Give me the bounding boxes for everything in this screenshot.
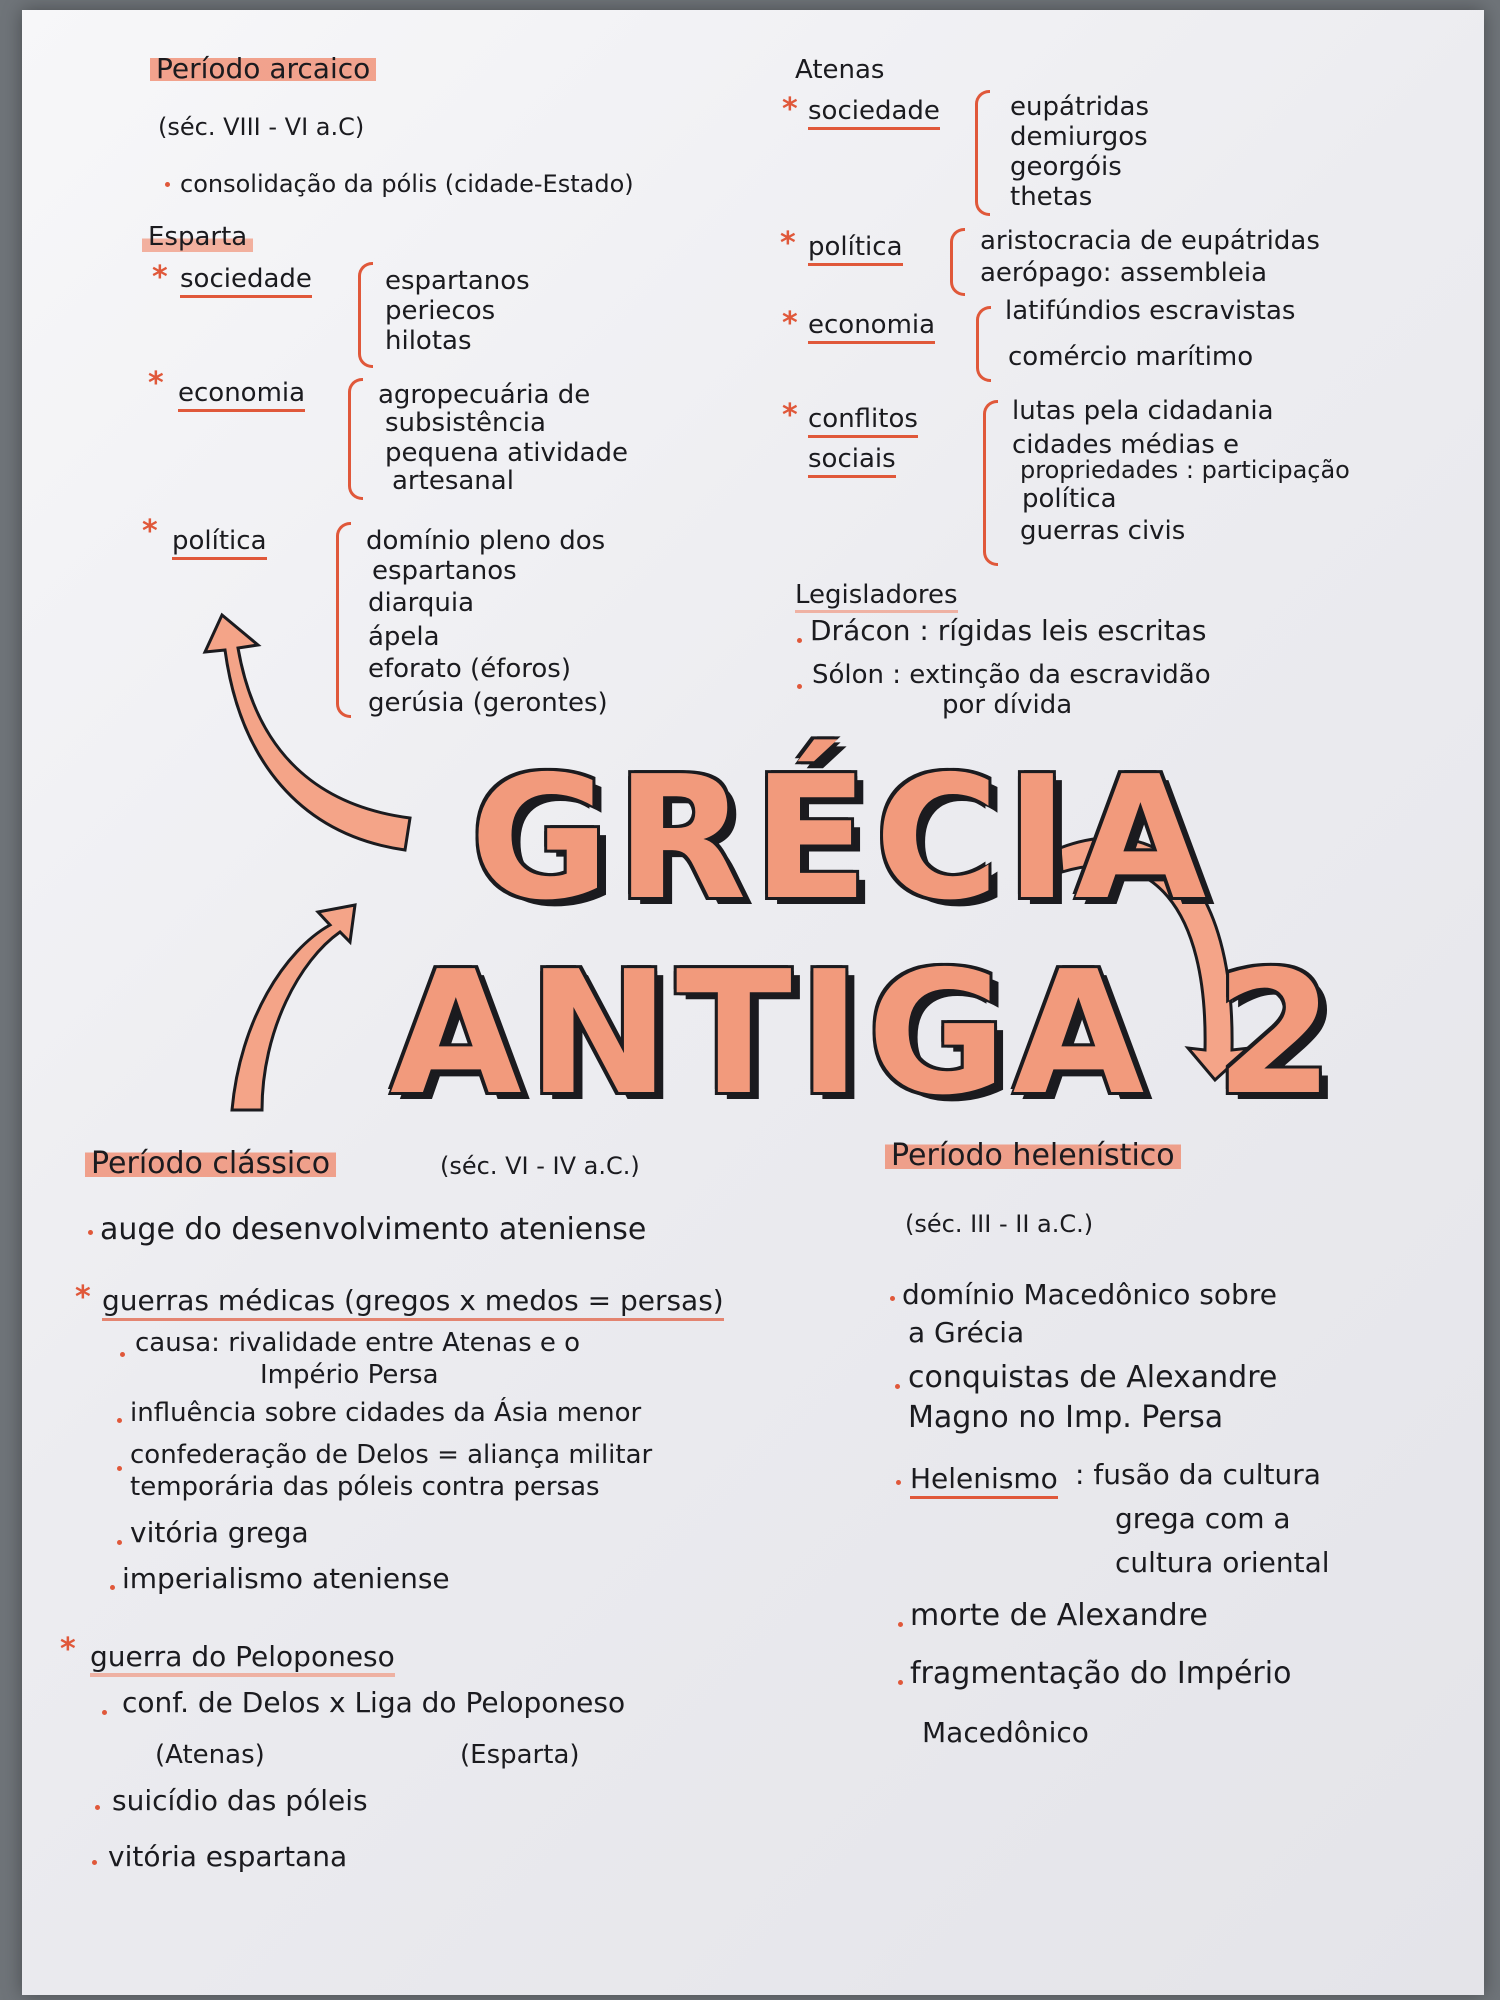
helenistico-line: a Grécia — [908, 1316, 1025, 1349]
classico-line: influência sobre cidades da Ásia menor — [130, 1398, 642, 1428]
legisladores-item: Sólon : extinção da escravidão — [812, 660, 1211, 690]
bullet-dot — [88, 1230, 93, 1235]
esparta-politica-item: gerúsia (gerontes) — [368, 688, 608, 718]
brace-icon — [983, 400, 998, 566]
legisladores-heading: Legisladores — [795, 580, 958, 613]
main-title-line2: ANTIGA 2 — [390, 935, 1340, 1133]
helenistico-line: : fusão da cultura — [1075, 1458, 1321, 1491]
classico-line: causa: rivalidade entre Atenas e o — [135, 1328, 581, 1358]
bullet-dot — [896, 1480, 901, 1485]
bullet-dot — [117, 1466, 122, 1471]
esparta-politica-item: eforato (éforos) — [368, 654, 571, 684]
atenas-conflitos-item: cidades médias e — [1012, 430, 1240, 460]
bullet-dot — [102, 1710, 107, 1715]
bullet-dot — [898, 1680, 903, 1685]
atenas-economia-item: latifúndios escravistas — [1005, 296, 1296, 326]
esparta-sociedade-item: espartanos — [385, 266, 530, 296]
esparta-sociedade-item: hilotas — [385, 326, 472, 356]
arcaico-heading: Período arcaico — [150, 52, 376, 85]
atenas-politica-label: política — [808, 232, 903, 266]
star-icon: * — [75, 1280, 91, 1315]
legisladores-item: por dívida — [942, 690, 1073, 720]
esparta-economia-item: pequena atividade — [385, 438, 629, 468]
brace-icon — [358, 262, 373, 368]
helenistico-line: grega com a — [1115, 1502, 1291, 1535]
bullet-dot — [898, 1622, 903, 1627]
bullet-dot — [797, 684, 802, 689]
atenas-conflitos-label: conflitos — [808, 404, 918, 438]
brace-icon — [976, 306, 991, 382]
star-icon: * — [148, 366, 164, 401]
brace-icon — [336, 522, 351, 718]
helenistico-line: Helenismo — [910, 1462, 1058, 1499]
helenistico-line: domínio Macedônico sobre — [902, 1278, 1277, 1311]
atenas-economia-item: comércio marítimo — [1008, 342, 1254, 372]
bullet-dot — [895, 1384, 900, 1389]
classico-dates: (séc. VI - IV a.C.) — [440, 1152, 640, 1180]
bullet-dot — [120, 1352, 125, 1357]
esparta-heading: Esparta — [142, 222, 253, 252]
classico-line: (Esparta) — [460, 1740, 580, 1770]
classico-line: auge do desenvolvimento ateniense — [100, 1212, 647, 1247]
helenistico-line: cultura oriental — [1115, 1546, 1330, 1579]
star-icon: * — [782, 398, 798, 433]
helenistico-line: Magno no Imp. Persa — [908, 1400, 1224, 1435]
helenistico-line: conquistas de Alexandre — [908, 1360, 1278, 1395]
bullet-dot — [890, 1296, 895, 1301]
helenistico-line: morte de Alexandre — [910, 1598, 1208, 1633]
arcaico-dates: (séc. VIII - VI a.C) — [158, 113, 365, 141]
classico-heading: Período clássico — [85, 1146, 336, 1181]
esparta-politica-item: ápela — [368, 622, 440, 652]
classico-line: imperialismo ateniense — [122, 1562, 450, 1595]
atenas-sociedade-item: georgóis — [1010, 152, 1122, 182]
esparta-economia-label: economia — [178, 378, 305, 412]
esparta-politica-label: política — [172, 526, 267, 560]
classico-line: Império Persa — [260, 1360, 439, 1390]
brace-icon — [950, 228, 965, 296]
esparta-politica-item: domínio pleno dos — [366, 526, 606, 556]
arrow-lower-left — [232, 905, 355, 1110]
esparta-sociedade-item: periecos — [385, 296, 496, 326]
esparta-sociedade-label: sociedade — [180, 264, 312, 298]
atenas-conflitos-item: propriedades : participação — [1020, 456, 1350, 484]
esparta-economia-item: subsistência — [385, 408, 546, 438]
helenistico-heading: Período helenístico — [885, 1138, 1181, 1173]
helenistico-line: Macedônico — [922, 1716, 1089, 1749]
atenas-sociedade-label: sociedade — [808, 96, 940, 130]
star-icon: * — [780, 226, 796, 261]
classico-line: vitória grega — [130, 1516, 309, 1549]
classico-line: (Atenas) — [155, 1740, 265, 1770]
star-icon: * — [782, 92, 798, 127]
esparta-economia-item: agropecuária de — [378, 380, 591, 410]
bullet-dot — [797, 638, 802, 643]
classico-line: vitória espartana — [108, 1840, 348, 1873]
brace-icon — [348, 378, 363, 500]
bullet-dot — [165, 182, 170, 187]
classico-line: guerra do Peloponeso — [90, 1640, 395, 1677]
atenas-politica-item: aerópago: assembleia — [980, 258, 1268, 288]
esparta-politica-item: diarquia — [368, 588, 475, 618]
bullet-dot — [110, 1585, 115, 1590]
atenas-politica-item: aristocracia de eupátridas — [980, 226, 1320, 256]
helenistico-line: fragmentação do Império — [910, 1656, 1292, 1691]
atenas-conflitos-item: lutas pela cidadania — [1012, 396, 1274, 426]
atenas-sociedade-item: thetas — [1010, 182, 1093, 212]
classico-line: conf. de Delos x Liga do Peloponeso — [122, 1686, 626, 1719]
brace-icon — [975, 90, 990, 216]
classico-line: suicídio das póleis — [112, 1784, 368, 1817]
helenistico-dates: (séc. III - II a.C.) — [905, 1210, 1094, 1238]
main-title-line1: GRÉCIA — [470, 740, 1213, 938]
star-icon: * — [142, 514, 158, 549]
atenas-sociedade-item: eupátridas — [1010, 92, 1150, 122]
bullet-dot — [117, 1540, 122, 1545]
atenas-sociedade-item: demiurgos — [1010, 122, 1148, 152]
legisladores-item: Drácon : rígidas leis escritas — [810, 614, 1207, 647]
esparta-politica-item: espartanos — [372, 556, 517, 586]
classico-line: temporária das póleis contra persas — [130, 1472, 600, 1502]
atenas-conflitos-label: sociais — [808, 444, 896, 478]
star-icon: * — [782, 306, 798, 341]
star-icon: * — [60, 1632, 76, 1667]
bullet-dot — [117, 1418, 122, 1423]
bullet-dot — [92, 1860, 97, 1865]
atenas-conflitos-item: política — [1022, 484, 1117, 514]
classico-line: confederação de Delos = aliança militar — [130, 1440, 653, 1470]
arcaico-bullet: consolidação da pólis (cidade-Estado) — [180, 170, 634, 198]
atenas-conflitos-item: guerras civis — [1020, 516, 1186, 546]
star-icon: * — [152, 260, 168, 295]
bullet-dot — [95, 1805, 100, 1810]
atenas-heading: Atenas — [795, 55, 885, 85]
esparta-economia-item: artesanal — [392, 466, 514, 496]
classico-line: guerras médicas (gregos x medos = persas) — [102, 1284, 724, 1321]
atenas-economia-label: economia — [808, 310, 935, 344]
